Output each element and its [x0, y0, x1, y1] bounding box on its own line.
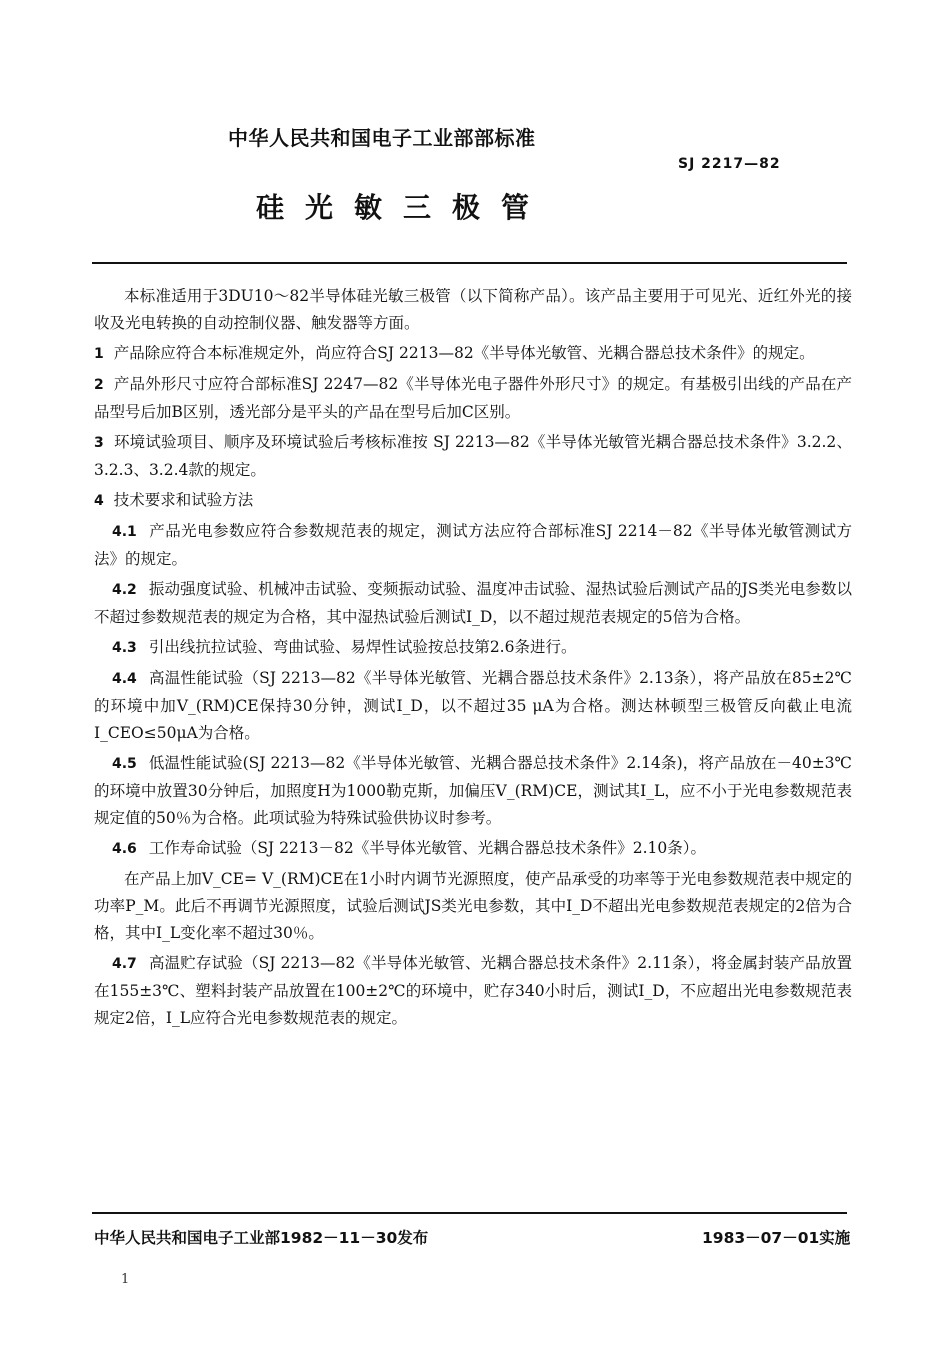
- issue-date: 中华人民共和国电子工业部1982－11－30发布: [94, 1229, 429, 1247]
- section-number: 4: [94, 493, 104, 509]
- subsection-4-3: [94, 634, 852, 662]
- subsection-number: 4.5: [112, 756, 137, 772]
- subsection-text: 在产品上加V_CE= V_(RM)CE在1小时内调节光源照度，使产品承受的功率等于光电参数规范表中规定的功率P_M。此后不再调节光源照度，试验后测试JS类光电参数，其中I_D不超出光电参数规范表规定的2倍为合格，其中I_L变化率不超过30％。: [94, 870, 852, 942]
- subsection-4-5: [94, 750, 852, 832]
- section-2: [94, 371, 852, 426]
- footer-divider: [92, 1212, 847, 1214]
- document-title: 硅光敏三极管: [256, 191, 551, 224]
- subsection-4-4: [94, 665, 852, 747]
- header-divider: [92, 262, 847, 264]
- subsection-4-6-detail: [94, 866, 852, 947]
- subsection-text: 高温性能试验（SJ 2213—82《半导体光敏管、光耦合器总技术条件》2.13条），将产品放在85±2℃的环境中加V_(RM)CE保持30分钟，测试I_D，以不超过35 μA为合格。测达林顿型三极管反向截止电流I_CEO≤50μA为合格。: [94, 669, 852, 742]
- subsection-4-7: [94, 950, 852, 1032]
- section-number: 2: [94, 377, 104, 393]
- section-1: [94, 340, 852, 368]
- subsection-text: 产品光电参数应符合参数规范表的规定，测试方法应符合部标准SJ 2214－82《半导体光敏管测试方法》的规定。: [94, 522, 852, 568]
- subsection-text: 低温性能试验(SJ 2213—82《半导体光敏管、光耦合器总技术条件》2.14条)，将产品放在－40±3℃的环境中放置30分钟后，加照度H为1000勒克斯，加偏压V_(RM)CE，测试其I_L，应不小于光电参数规范表规定值的50％为合格。此项试验为特殊试验供协议时参考。: [94, 754, 852, 827]
- section-3: [94, 429, 852, 484]
- document-body: [94, 283, 852, 1035]
- standard-code: SJ 2217—82: [678, 156, 781, 172]
- subsection-text: 工作寿命试验（SJ 2213－82《半导体光敏管、光耦合器总技术条件》2.10条）。: [148, 839, 707, 857]
- subsection-4-6: [94, 835, 852, 863]
- issuing-organization: 中华人民共和国电子工业部部标准: [228, 126, 536, 150]
- subsection-number: 4.3: [112, 640, 137, 656]
- section-4: [94, 487, 852, 515]
- subsection-number: 4.2: [112, 582, 137, 598]
- subsection-number: 4.1: [112, 524, 137, 540]
- subsection-4-1: [94, 518, 852, 573]
- effective-date: 1983－07－01实施: [702, 1229, 851, 1247]
- subsection-number: 4.6: [112, 841, 137, 857]
- section-text: 产品外形尺寸应符合部标准SJ 2247—82《半导体光电子器件外形尺寸》的规定。有基极引出线的产品在产品型号后加B区别，透光部分是平头的产品在型号后加C区别。: [94, 375, 852, 421]
- section-number: 1: [94, 346, 104, 362]
- page-number: 1: [121, 1272, 130, 1287]
- subsection-text: 振动强度试验、机械冲击试验、变频振动试验、温度冲击试验、湿热试验后测试产品的JS类光电参数以不超过参数规范表的规定为合格，其中湿热试验后测试I_D，以不超过规范表规定的5倍为合格。: [94, 580, 852, 626]
- section-text: 产品除应符合本标准规定外，尚应符合SJ 2213—82《半导体光敏管、光耦合器总技术条件》的规定。: [113, 344, 815, 362]
- subsection-4-2: [94, 576, 852, 631]
- subsection-text: 高温贮存试验（SJ 2213—82《半导体光敏管、光耦合器总技术条件》2.11条），将金属封装产品放置在155±3℃、塑料封装产品放置在100±2℃的环境中，贮存340小时后，测试I_D，不应超出光电参数规范表规定2倍，I_L应符合光电参数规范表的规定。: [94, 954, 852, 1027]
- intro-paragraph: 本标准适用于3DU10～82半导体硅光敏三极管（以下简称产品）。该产品主要用于可见光、近红外光的接收及光电转换的自动控制仪器、触发器等方面。: [94, 287, 852, 332]
- subsection-text: 引出线抗拉试验、弯曲试验、易焊性试验按总技第2.6条进行。: [148, 638, 577, 656]
- section-number: 3: [94, 435, 104, 451]
- subsection-number: 4.7: [112, 956, 137, 972]
- section-text: 环境试验项目、顺序及环境试验后考核标准按 SJ 2213—82《半导体光敏管光耦合器总技术条件》3.2.2、3.2.3、3.2.4款的规定。: [94, 433, 852, 479]
- subsection-number: 4.4: [112, 671, 137, 687]
- section-text: 技术要求和试验方法: [113, 491, 254, 509]
